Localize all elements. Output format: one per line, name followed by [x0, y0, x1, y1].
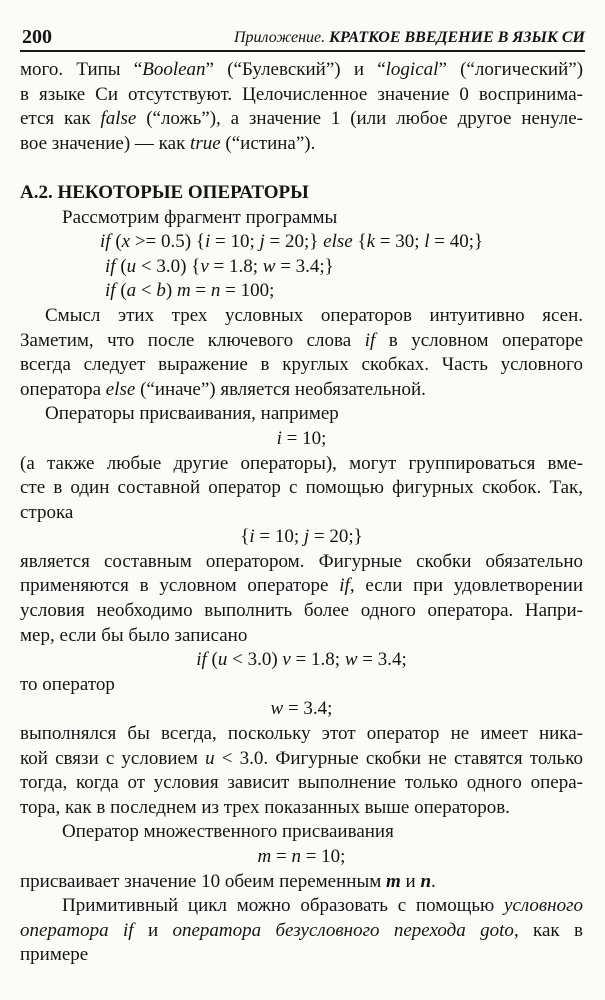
italic-term: true — [190, 132, 221, 154]
code-run: ( — [206, 649, 218, 671]
text-run: в языке Си отсутствуют. Целочисленное значение 0 воспринима- — [20, 83, 583, 105]
text-run: ” (“Булевский”) и “ — [205, 59, 386, 80]
variable: x — [121, 231, 131, 253]
variable: m — [176, 280, 191, 302]
code-run: = 20;} — [309, 526, 363, 548]
section-heading: А.2. НЕКОТОРЫЕ ОПЕРАТОРЫ — [20, 181, 309, 203]
code-run: = 3.4; — [283, 698, 333, 720]
chapter-title: КРАТКОЕ ВВЕДЕНИЕ В ЯЗЫК СИ — [329, 29, 585, 46]
variable: j — [303, 526, 310, 548]
variable: b — [156, 280, 166, 302]
text-run: . — [431, 870, 436, 892]
variable: i — [276, 427, 282, 449]
italic-term: false — [100, 108, 137, 130]
text-line — [20, 353, 583, 378]
keyword: if — [105, 255, 116, 277]
code-run: = 40;} — [429, 231, 484, 253]
text-line — [20, 107, 583, 132]
text-line — [20, 132, 583, 157]
text-run: присваивает значение 10 обеим переменным — [20, 870, 386, 892]
variable: v — [282, 649, 291, 671]
text-line — [20, 378, 583, 403]
italic-term: оператора безусловного перехода goto — [172, 919, 514, 941]
text-line — [20, 796, 583, 821]
text-run: применяются в условном операторе — [20, 575, 340, 597]
text-run: тора, как в последнем из трех показанных выше операторов. — [20, 796, 510, 818]
formula-line — [20, 525, 583, 550]
text-run: то оператор — [20, 673, 115, 695]
variable: k — [366, 231, 376, 253]
code-run: = 30; — [375, 231, 425, 253]
text-run: Рассмотрим фрагмент программы — [62, 206, 338, 228]
code-run: = 20;} — [264, 231, 324, 253]
code-run: ( — [115, 280, 127, 302]
text-line — [20, 599, 583, 624]
text-line — [20, 83, 583, 108]
variable: n — [420, 870, 432, 892]
variable: l — [424, 231, 430, 253]
italic-term: if — [339, 575, 350, 597]
text-line — [20, 304, 583, 329]
text-line — [20, 722, 583, 747]
code-run: = 1.8; — [208, 255, 263, 277]
text-line — [20, 943, 583, 968]
text-run: Оператор множественного присваивания — [62, 821, 394, 843]
text-run: вое значение) — как — [20, 132, 191, 154]
text-run: и — [400, 870, 421, 892]
text-run: (а также любые другие операторы), могут группироваться вме- — [20, 452, 583, 474]
text-run: мер, если бы было записано — [20, 624, 248, 646]
variable: m — [386, 870, 401, 892]
code-run: ( — [110, 231, 122, 253]
variable: w — [262, 255, 276, 277]
keyword: if — [100, 231, 111, 253]
text-line — [20, 550, 583, 575]
text-run: в условном операторе — [375, 329, 583, 351]
running-head — [20, 25, 585, 52]
text-run: Смысл этих трех условных операторов интуитивно ясен. — [45, 304, 583, 326]
text-line — [20, 58, 583, 83]
keyword: if — [105, 280, 116, 302]
code-run: = 10; — [254, 526, 304, 548]
text-line — [20, 501, 583, 526]
variable: v — [200, 255, 209, 277]
text-run: ется как — [20, 108, 101, 130]
text-run: (“ложь”), а значение 1 (или любое другое ненуле- — [136, 108, 583, 130]
code-run: = — [271, 846, 292, 867]
text-run: Операторы присваивания, например — [45, 403, 339, 425]
variable: a — [126, 280, 137, 302]
text-run: Заметим, что после ключевого слова — [20, 329, 365, 351]
keyword: else — [323, 231, 353, 253]
text-line — [20, 402, 583, 427]
code-line — [20, 279, 583, 304]
italic-term: условного — [504, 895, 583, 917]
variable: i — [204, 231, 211, 253]
italic-term: else — [105, 378, 136, 400]
variable: m — [257, 846, 272, 867]
text-run: Примитивный цикл можно образовать с помощью — [62, 895, 505, 917]
text-line — [20, 771, 583, 796]
text-run: является составным оператором. Фигурные скобки обязательно — [20, 550, 583, 572]
italic-term: Boolean — [142, 59, 206, 80]
text-line — [20, 919, 583, 944]
text-line — [20, 894, 583, 919]
keyword: if — [196, 649, 207, 671]
text-run: тогда, когда от условия зависит выполнение только одного опера- — [20, 772, 583, 794]
formula-line — [20, 697, 583, 722]
text-run: < 3.0. Фигурные скобки не ставятся только — [214, 747, 583, 769]
text-run: кой связи с условием — [20, 747, 206, 769]
code-run: = 3.4;} — [275, 255, 334, 277]
variable: u — [126, 255, 137, 277]
text-run: и — [133, 919, 173, 941]
text-run: сте в один составной оператор с помощью фигурных скобок. Так, — [20, 477, 583, 499]
code-run: = 10; — [300, 846, 346, 867]
code-run: < 3.0) { — [136, 255, 201, 277]
variable: u — [217, 649, 228, 671]
text-line — [20, 624, 583, 649]
text-run: , как в — [513, 919, 583, 941]
code-run: = 10; — [281, 427, 327, 449]
text-run: выполнялся бы всегда, поскольку этот оператор не имеет ника- — [20, 723, 583, 745]
formula-line — [20, 845, 583, 870]
code-line — [20, 230, 583, 255]
variable: j — [259, 231, 265, 253]
italic-term: logical — [385, 59, 439, 80]
text-run: (“иначе”) является необязательной. — [135, 378, 426, 400]
text-run: условия необходимо выполнить более одного оператора. Напри- — [20, 600, 583, 622]
text-run: , если при удовлетворении — [349, 575, 583, 597]
code-run: { — [352, 231, 367, 253]
text-line — [20, 820, 583, 845]
text-line — [20, 574, 583, 599]
code-run: < — [136, 280, 157, 302]
section-label: Приложение. — [233, 29, 326, 46]
text-run: всегда следует выражение в круглых скобках. Часть условного — [20, 354, 583, 376]
code-run: >= 0.5) { — [130, 231, 205, 253]
text-run: (“истина”). — [220, 132, 316, 154]
code-run: = 1.8; — [290, 649, 345, 671]
text-run: мого. Типы “ — [20, 59, 143, 80]
code-run: = 100; — [220, 280, 275, 302]
variable: n — [291, 846, 301, 867]
variable: w — [270, 698, 284, 720]
code-run: ( — [115, 255, 127, 277]
italic-term: if — [364, 329, 376, 351]
text-run: примере — [20, 944, 89, 966]
text-line — [20, 870, 583, 895]
code-run: { — [240, 526, 250, 548]
variable: u — [205, 747, 215, 769]
text-line — [20, 329, 583, 354]
code-line — [20, 255, 583, 280]
italic-term: оператора if — [20, 919, 134, 941]
variable: i — [249, 526, 255, 548]
variable: n — [210, 280, 221, 302]
text-line — [20, 206, 583, 231]
code-run: ) — [165, 280, 177, 302]
text-line — [20, 673, 583, 698]
text-line — [20, 452, 583, 477]
code-run: = 3.4; — [357, 649, 407, 671]
text-run: строка — [20, 501, 74, 523]
running-title — [234, 30, 585, 46]
text-run: оператора — [20, 378, 106, 400]
variable: w — [344, 649, 358, 671]
text-line — [20, 747, 583, 772]
formula-line — [20, 648, 583, 673]
text-line — [20, 476, 583, 501]
code-run: = 10; — [210, 231, 260, 253]
formula-line — [20, 427, 583, 452]
page-number: 200 — [22, 26, 52, 48]
body-text — [20, 58, 583, 968]
code-run: < 3.0) — [227, 649, 283, 671]
text-run: ” (“логический”) — [438, 59, 583, 80]
code-run: = — [190, 280, 211, 302]
